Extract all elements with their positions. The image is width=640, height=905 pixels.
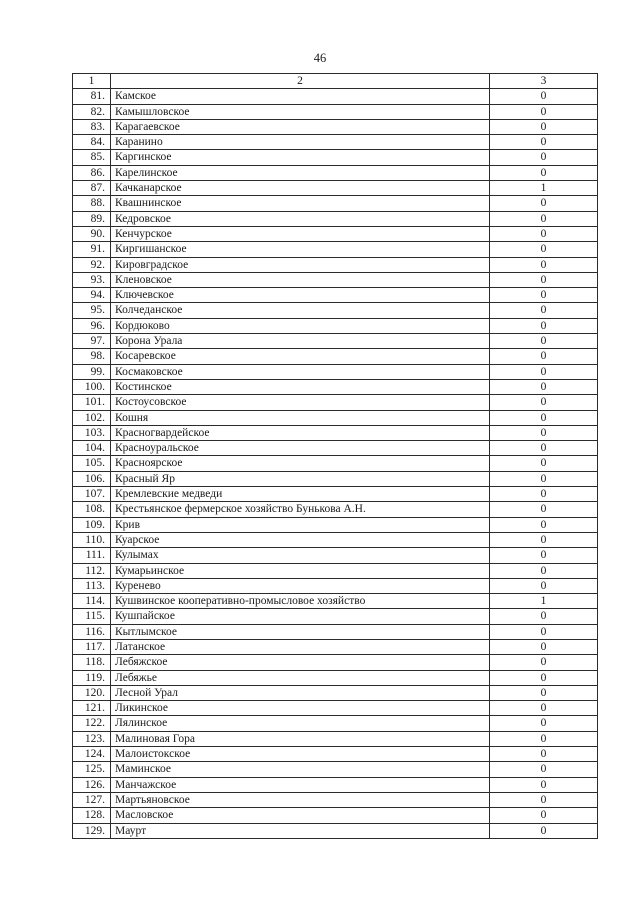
row-value-cell: 0 [490, 716, 598, 731]
table-row [73, 349, 598, 364]
row-number-cell: 91. [73, 242, 111, 257]
table-row [73, 226, 598, 241]
row-name-cell: Киргишанское [111, 242, 490, 257]
table-row [73, 747, 598, 762]
table-row [73, 624, 598, 639]
row-name-cell: Малоистокское [111, 747, 490, 762]
row-number-cell: 111. [73, 548, 111, 563]
table-row [73, 257, 598, 272]
row-name-cell: Костоусовское [111, 395, 490, 410]
table-row [73, 364, 598, 379]
row-name-cell: Камышловское [111, 104, 490, 119]
row-value-cell: 0 [490, 762, 598, 777]
table-row [73, 594, 598, 609]
table-row [73, 119, 598, 134]
table-row [73, 135, 598, 150]
row-value-cell: 0 [490, 288, 598, 303]
table-row [73, 731, 598, 746]
row-name-cell: Ликинское [111, 701, 490, 716]
row-value-cell: 0 [490, 89, 598, 104]
row-name-cell: Каргинское [111, 150, 490, 165]
row-name-cell: Кремлевские медведи [111, 487, 490, 502]
table-row [73, 655, 598, 670]
row-value-cell: 1 [490, 594, 598, 609]
row-number-cell: 116. [73, 624, 111, 639]
data-table [72, 73, 598, 839]
table-row [73, 609, 598, 624]
row-number-cell: 107. [73, 487, 111, 502]
row-number-cell: 112. [73, 563, 111, 578]
row-value-cell: 0 [490, 747, 598, 762]
row-number-cell: 115. [73, 609, 111, 624]
row-number-cell: 121. [73, 701, 111, 716]
row-value-cell: 0 [490, 104, 598, 119]
row-name-cell: Маурт [111, 823, 490, 838]
table-row [73, 563, 598, 578]
table-row [73, 502, 598, 517]
row-name-cell: Кленовское [111, 272, 490, 287]
table-row [73, 456, 598, 471]
row-name-cell: Квашнинское [111, 196, 490, 211]
table-row [73, 425, 598, 440]
row-value-cell: 0 [490, 395, 598, 410]
row-value-cell: 0 [490, 624, 598, 639]
table-row [73, 716, 598, 731]
row-name-cell: Косаревское [111, 349, 490, 364]
row-value-cell: 0 [490, 272, 598, 287]
row-number-cell: 90. [73, 226, 111, 241]
row-number-cell: 124. [73, 747, 111, 762]
row-name-cell: Кушвинское кооперативно-промысловое хозяйство [111, 594, 490, 609]
row-value-cell: 0 [490, 792, 598, 807]
row-value-cell: 0 [490, 165, 598, 180]
table-body [73, 89, 598, 839]
row-name-cell: Крив [111, 517, 490, 532]
row-name-cell: Костинское [111, 379, 490, 394]
table-row [73, 334, 598, 349]
row-name-cell: Качканарское [111, 181, 490, 196]
table-row [73, 211, 598, 226]
row-value-cell: 0 [490, 456, 598, 471]
row-value-cell: 0 [490, 410, 598, 425]
table-row [73, 104, 598, 119]
row-number-cell: 105. [73, 456, 111, 471]
row-number-cell: 96. [73, 318, 111, 333]
row-number-cell: 86. [73, 165, 111, 180]
row-value-cell: 0 [490, 517, 598, 532]
table-row [73, 242, 598, 257]
row-name-cell: Карагаевское [111, 119, 490, 134]
row-number-cell: 126. [73, 777, 111, 792]
row-number-cell: 100. [73, 379, 111, 394]
row-value-cell: 0 [490, 685, 598, 700]
row-number-cell: 93. [73, 272, 111, 287]
row-value-cell: 0 [490, 242, 598, 257]
table-row [73, 196, 598, 211]
row-number-cell: 110. [73, 532, 111, 547]
row-name-cell: Манчажское [111, 777, 490, 792]
row-value-cell: 0 [490, 563, 598, 578]
row-number-cell: 106. [73, 471, 111, 486]
row-value-cell: 0 [490, 532, 598, 547]
row-value-cell: 0 [490, 609, 598, 624]
table-row [73, 639, 598, 654]
row-number-cell: 125. [73, 762, 111, 777]
row-number-cell: 98. [73, 349, 111, 364]
row-value-cell: 0 [490, 777, 598, 792]
table-row [73, 808, 598, 823]
row-number-cell: 109. [73, 517, 111, 532]
row-name-cell: Красный Яр [111, 471, 490, 486]
table-row [73, 272, 598, 287]
table-row [73, 181, 598, 196]
row-value-cell: 0 [490, 196, 598, 211]
row-name-cell: Латанское [111, 639, 490, 654]
row-name-cell: Камское [111, 89, 490, 104]
row-value-cell: 0 [490, 119, 598, 134]
row-number-cell: 108. [73, 502, 111, 517]
row-name-cell: Каранино [111, 135, 490, 150]
table-row [73, 578, 598, 593]
row-name-cell: Крестьянское фермерское хозяйство Бунькова А.Н. [111, 502, 490, 517]
row-number-cell: 81. [73, 89, 111, 104]
table-row [73, 441, 598, 456]
row-name-cell: Кедровское [111, 211, 490, 226]
table-row [73, 471, 598, 486]
row-name-cell: Красноярское [111, 456, 490, 471]
row-name-cell: Ключевское [111, 288, 490, 303]
row-number-cell: 87. [73, 181, 111, 196]
row-name-cell: Карелинское [111, 165, 490, 180]
row-number-cell: 129. [73, 823, 111, 838]
table-row [73, 487, 598, 502]
row-name-cell: Корона Урала [111, 334, 490, 349]
row-number-cell: 122. [73, 716, 111, 731]
row-value-cell: 0 [490, 731, 598, 746]
row-name-cell: Кумарьинское [111, 563, 490, 578]
row-name-cell: Космаковское [111, 364, 490, 379]
row-value-cell: 0 [490, 379, 598, 394]
row-name-cell: Кулымах [111, 548, 490, 563]
row-name-cell: Маминское [111, 762, 490, 777]
row-number-cell: 120. [73, 685, 111, 700]
table-row [73, 165, 598, 180]
row-value-cell: 0 [490, 701, 598, 716]
table-row [73, 762, 598, 777]
row-number-cell: 97. [73, 334, 111, 349]
table-row [73, 395, 598, 410]
row-value-cell: 0 [490, 226, 598, 241]
row-number-cell: 83. [73, 119, 111, 134]
table-row [73, 685, 598, 700]
row-value-cell: 0 [490, 823, 598, 838]
row-name-cell: Лебяжье [111, 670, 490, 685]
table-row [73, 701, 598, 716]
row-number-cell: 89. [73, 211, 111, 226]
table-row [73, 89, 598, 104]
row-value-cell: 0 [490, 364, 598, 379]
row-name-cell: Куарское [111, 532, 490, 547]
row-name-cell: Кушпайское [111, 609, 490, 624]
row-name-cell: Мартьяновское [111, 792, 490, 807]
row-value-cell: 0 [490, 211, 598, 226]
row-name-cell: Красноуральское [111, 441, 490, 456]
row-number-cell: 99. [73, 364, 111, 379]
row-value-cell: 1 [490, 181, 598, 196]
row-number-cell: 104. [73, 441, 111, 456]
row-name-cell: Лялинское [111, 716, 490, 731]
row-number-cell: 92. [73, 257, 111, 272]
table-row [73, 410, 598, 425]
row-name-cell: Кошня [111, 410, 490, 425]
row-name-cell: Лесной Урал [111, 685, 490, 700]
row-name-cell: Лебяжское [111, 655, 490, 670]
row-value-cell: 0 [490, 441, 598, 456]
row-name-cell: Куренево [111, 578, 490, 593]
table-row [73, 379, 598, 394]
row-number-cell: 85. [73, 150, 111, 165]
row-name-cell: Кировградское [111, 257, 490, 272]
row-value-cell: 0 [490, 150, 598, 165]
row-number-cell: 88. [73, 196, 111, 211]
row-value-cell: 0 [490, 502, 598, 517]
row-number-cell: 118. [73, 655, 111, 670]
row-value-cell: 0 [490, 303, 598, 318]
table-row [73, 548, 598, 563]
row-name-cell: Красногвардейское [111, 425, 490, 440]
row-value-cell: 0 [490, 548, 598, 563]
row-value-cell: 0 [490, 808, 598, 823]
row-value-cell: 0 [490, 257, 598, 272]
header-col-3: 3 [490, 74, 598, 89]
row-number-cell: 101. [73, 395, 111, 410]
row-value-cell: 0 [490, 578, 598, 593]
row-value-cell: 0 [490, 639, 598, 654]
row-number-cell: 103. [73, 425, 111, 440]
table-row [73, 288, 598, 303]
row-number-cell: 123. [73, 731, 111, 746]
row-value-cell: 0 [490, 670, 598, 685]
row-value-cell: 0 [490, 334, 598, 349]
table-row [73, 532, 598, 547]
row-name-cell: Кенчурское [111, 226, 490, 241]
row-value-cell: 0 [490, 425, 598, 440]
table-row [73, 670, 598, 685]
row-number-cell: 119. [73, 670, 111, 685]
row-number-cell: 128. [73, 808, 111, 823]
row-name-cell: Колчеданское [111, 303, 490, 318]
row-value-cell: 0 [490, 655, 598, 670]
row-number-cell: 127. [73, 792, 111, 807]
row-number-cell: 84. [73, 135, 111, 150]
table-row [73, 792, 598, 807]
table-row [73, 318, 598, 333]
row-name-cell: Масловское [111, 808, 490, 823]
table-row [73, 777, 598, 792]
row-value-cell: 0 [490, 487, 598, 502]
row-number-cell: 114. [73, 594, 111, 609]
page-number: 46 [313, 51, 327, 65]
row-value-cell: 0 [490, 349, 598, 364]
row-value-cell: 0 [490, 471, 598, 486]
row-number-cell: 102. [73, 410, 111, 425]
row-name-cell: Кордюково [111, 318, 490, 333]
table-row [73, 303, 598, 318]
header-col-2: 2 [111, 74, 490, 89]
row-number-cell: 113. [73, 578, 111, 593]
table-header-row [73, 74, 598, 89]
row-value-cell: 0 [490, 135, 598, 150]
table-row [73, 823, 598, 838]
row-name-cell: Малиновая Гора [111, 731, 490, 746]
row-number-cell: 82. [73, 104, 111, 119]
row-number-cell: 117. [73, 639, 111, 654]
row-number-cell: 94. [73, 288, 111, 303]
row-number-cell: 95. [73, 303, 111, 318]
row-name-cell: Кытлымское [111, 624, 490, 639]
table-row [73, 150, 598, 165]
table-row [73, 517, 598, 532]
header-col-1: 1 [73, 74, 111, 89]
row-value-cell: 0 [490, 318, 598, 333]
